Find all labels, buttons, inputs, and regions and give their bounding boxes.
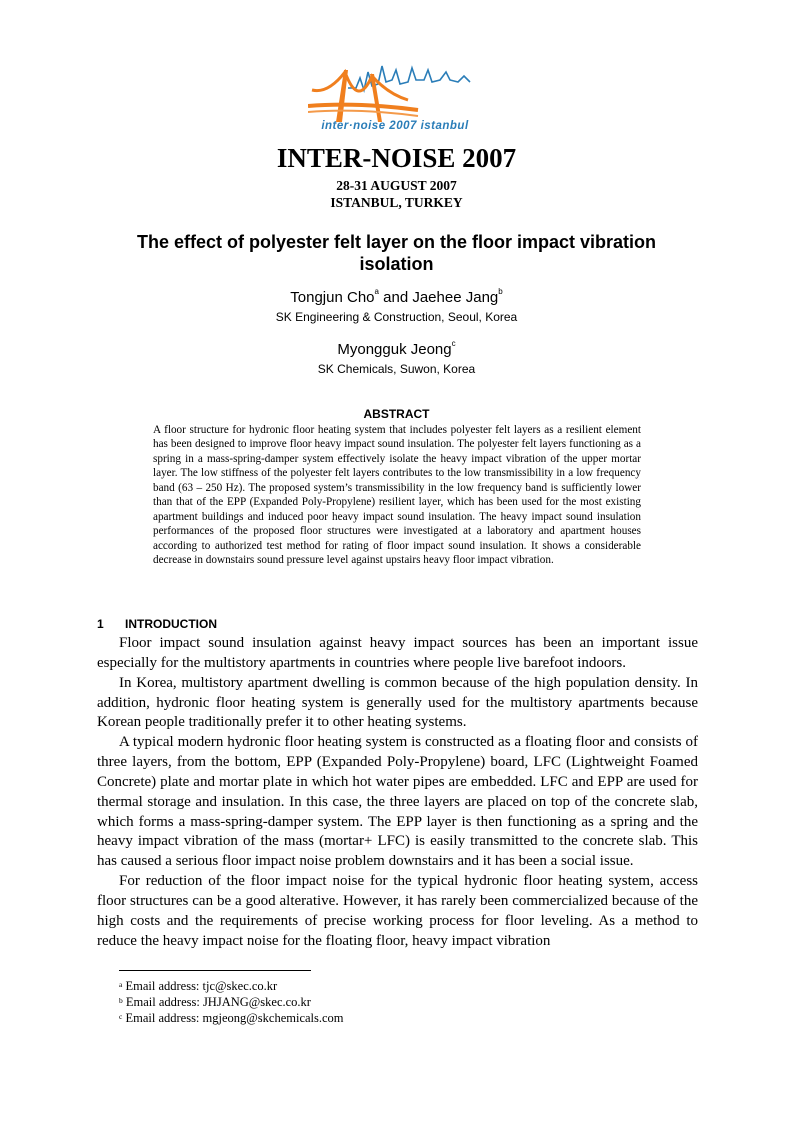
logo-text: inter·noise 2007 istanbul [321,120,469,132]
affiliation-2: SK Chemicals, Suwon, Korea [317,362,476,376]
paper-title: The effect of polyester felt layer on the floor impact vibration isolation [136,232,657,274]
conference-place: ISTANBUL, TURKEY [330,195,463,210]
logo-bridge-deck [308,105,418,110]
affiliation-1: SK Engineering & Construction, Seoul, Korea [275,310,518,324]
authors-line-1 [0,289,793,306]
conference-date: 28-31 AUGUST 2007 [336,178,457,193]
author-name: Myongguk Jeong [337,341,452,358]
author-mark: a [374,287,379,296]
author-name: Tongjun Cho [290,289,375,306]
authors-line-2 [0,341,793,358]
conference-title: INTER-NOISE 2007 [276,143,517,173]
footnote [119,978,344,994]
footnote-text: Email address: mgjeong@skchemicals.com [125,1011,344,1025]
paragraph: For reduction of the floor impact noise for the typical hydronic floor heating system, access floor structures can be a good alterative. However, it has rarely been commercialized because of the high costs and the requirements of precise working process for floor leveling. As a method to reduce the heavy impact noise for the floating floor, heavy impact vibration [97,873,698,949]
footnote [119,994,344,1010]
introduction-body [97,634,698,952]
section-title: INTRODUCTION [125,617,217,631]
author-joiner: and [378,289,413,306]
footnote [119,1010,344,1026]
section-heading [97,617,217,631]
author-name: Jaehee Jang [412,289,499,306]
footnote-text: Email address: JHJANG@skec.co.kr [125,995,311,1009]
paragraph: A typical modern hydronic floor heating system is constructed as a floating floor and consists of three layers, from the bottom, EPP (Expanded Poly-Propylene) board, LFC (Lightweight Foamed Concrete) plate and mortar plate in which hot water pipes are embedded. LFC and EPP are used for thermal storage and insulation. In this case, the three layers are placed on top of the concrete slab, which forms a mass-spring-damper system. The EPP layer is then functioning as a spring and the heavy impact vibration of the mass (mortar+ LFC) is easily transmitted to the concrete slab. This has caused a serious floor impact noise problem downstairs and it has been a social issue. [97,734,698,870]
footnotes [119,978,344,1026]
author-mark: c [451,339,456,348]
footnote-mark: c [119,1012,123,1021]
footnote-rule [119,970,311,971]
abstract-text: A floor structure for hydronic floor heating system that includes polyester felt layers as a resilient element has been designed to improve floor heavy impact sound insulation. The polyester felt layers functioning as a spring in a mass-spring-damper system effectively isolate the heavy impact vibration of the upper mortar layer. The low stiffness of the polyester felt layers contributes to the low transmissibility in a low frequency band (63 – 250 Hz). The proposed system’s transmissibility in the low frequency band is sufficiently lower than that of the EPP (Expanded Poly-Propylene) resilient layer, which has been used for the most existing apartment buildings and induced poor heavy impact sound insulation. The heavy impact sound insulation performances of the proposed floor structures were investigated at a laboratory and apartment houses according to authorized test method for rating of floor impact sound insulation. It shows a considerable decrease in downstairs sound pressure level against upstairs heavy floor impact vibration. [153,424,641,567]
paragraph: Floor impact sound insulation against heavy impact sources has been an important issue especially for the multistory apartments in countries where people live barefoot indoors. [97,635,698,671]
footnote-mark: b [119,996,123,1005]
abstract-heading: ABSTRACT [363,407,430,421]
paragraph: In Korea, multistory apartment dwelling is common because of the high population density. In addition, hydronic floor heating system is generally used for the multistory apartments because Korean people traditionally prefer it to other heating systems. [97,674,698,731]
footnote-mark: a [119,980,123,989]
section-number: 1 [97,617,104,631]
footnote-text: Email address: tjc@skec.co.kr [125,979,278,993]
author-mark: b [498,287,503,296]
